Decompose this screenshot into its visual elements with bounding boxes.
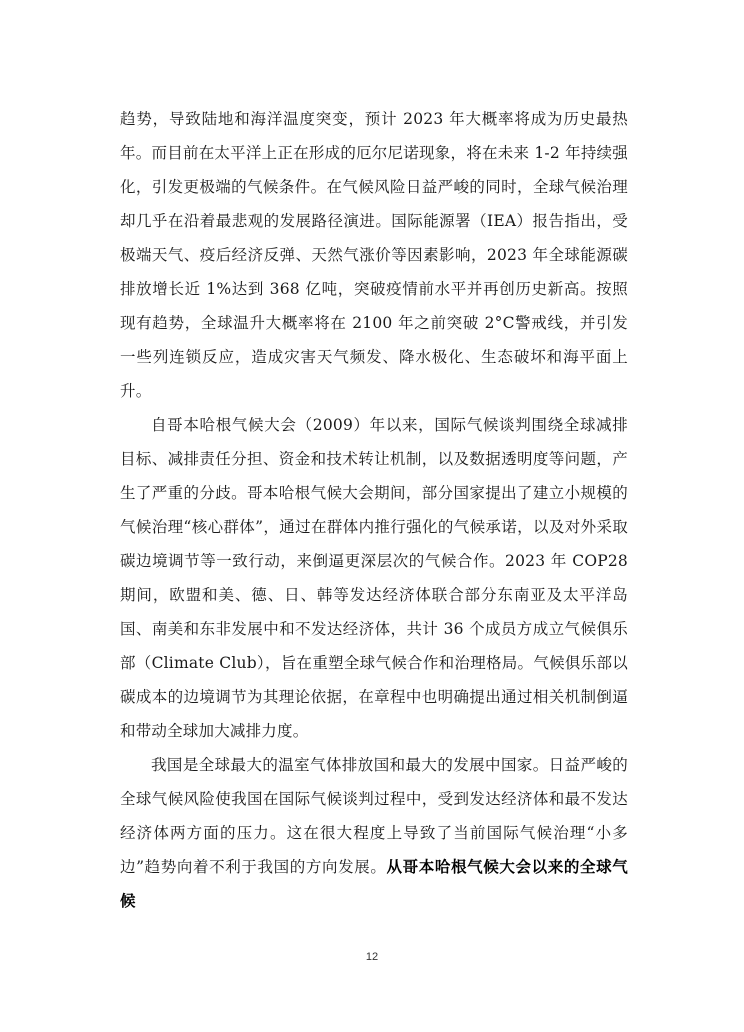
paragraph-3	[120, 748, 628, 918]
paragraph-2: 自哥本哈根气候大会（2009）年以来，国际气候谈判围绕全球减排目标、减排责任分担、资金和技术转让机制，以及数据透明度等问题，产生了严重的分歧。哥本哈根气候大会期间，部分国家提出了建立小规模的气候治理“核心群体”，通过在群体内推行强化的气候承诺，以及对外采取碳边境调节等一致行动，来倒逼更深层次的气候合作。2023 年 COP28 期间，欧盟和美、德、日、韩等发达经济体联合部分东南亚及太平洋岛国、南美和东非发展中和不发达经济体，共计 36 个成员方成立气候俱乐部（Climate Club），旨在重塑全球气候合作和治理格局。气候俱乐部以碳成本的边境调节为其理论依据，在章程中也明确提出通过相关机制倒逼和带动全球加大减排力度。	[120, 416, 628, 740]
paragraph-3-text: 我国是全球最大的温室气体排放国和最大的发展中国家。日益严峻的全球气候风险使我国在国际气候谈判过程中，受到发达经济体和最不发达经济体两方面的压力。这在很大程度上导致了当前国际气候治理“小多边”趋势向着不利于我国的方向发展。	[120, 756, 628, 876]
paragraph-3-bold-text: 从哥本哈根气候大会以来的全球气候	[120, 857, 628, 910]
body-text	[120, 102, 628, 918]
paragraph-1: 趋势，导致陆地和海洋温度突变，预计 2023 年大概率将成为历史最热年。而目前在太平洋上正在形成的厄尔尼诺现象，将在未来 1-2 年持续强化，引发更极端的气候条件。在气候风险日益严峻的同时，全球气候治理却几乎在沿着最悲观的发展路径演进。国际能源署（IEA）报告指出，受极端天气、疫后经济反弹、天然气涨价等因素影响，2023 年全球能源碳排放增长近 1%达到 368 亿吨，突破疫情前水平并再创历史新高。按照现有趋势，全球温升大概率将在 2100 年之前突破 2°C警戒线，并引发一些列连锁反应，造成灾害天气频发、降水极化、生态破坏和海平面上升。	[120, 110, 628, 400]
page-number: 12	[365, 951, 379, 963]
